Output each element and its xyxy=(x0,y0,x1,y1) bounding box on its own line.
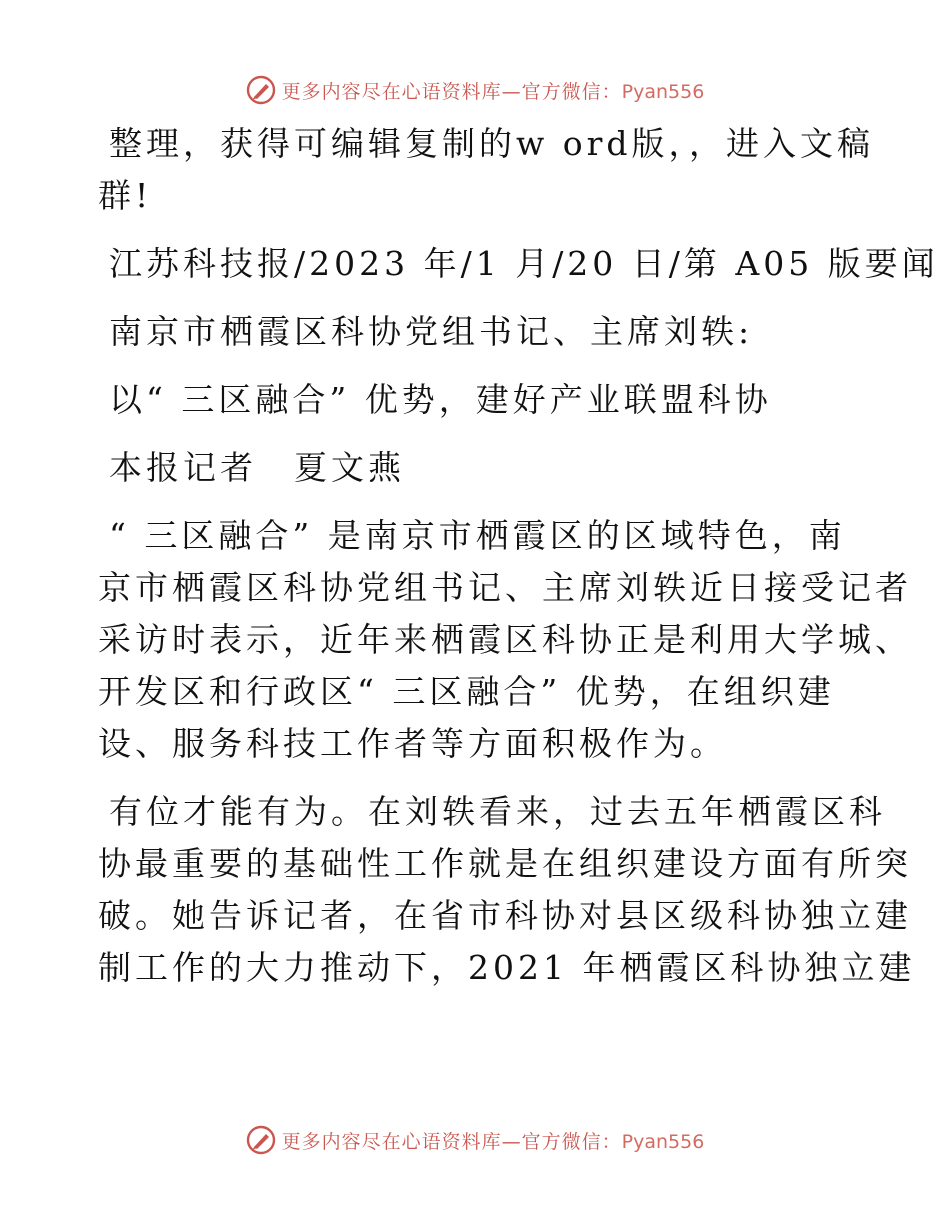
text-line: 制工作的大力推动下，2021 年栖霞区科协独立建 xyxy=(98,948,916,987)
text-line: 协最重要的基础性工作就是在组织建设方面有所突 xyxy=(98,844,912,883)
source-line: 江苏科技报/2023 年/1 月/20 日/第 A05 版要闻 xyxy=(109,244,939,283)
watermark-text: 更多内容尽在心语资料库—官方微信：Pyan556 xyxy=(281,80,705,103)
subtitle-line: 南京市栖霞区科协党组书记、主席刘轶: xyxy=(109,312,754,351)
footer-watermark xyxy=(0,1120,950,1160)
pen-logo-icon xyxy=(246,75,276,105)
text-line: “ 三区融合” 是南京市栖霞区的区域特色，南 xyxy=(109,516,846,555)
text-line: 京市栖霞区科协党组书记、主席刘轶近日接受记者 xyxy=(98,568,912,607)
byline: 本报记者 夏文燕 xyxy=(109,448,405,487)
document-body xyxy=(98,118,939,994)
pen-logo-icon xyxy=(246,1125,276,1155)
text-line: 开发区和行政区“ 三区融合” 优势，在组织建 xyxy=(98,672,835,711)
text-line: 群! xyxy=(98,176,153,215)
text-line: 破。她告诉记者，在省市科协对县区级科协独立建 xyxy=(98,896,912,935)
article-title: 以“ 三区融合” 优势，建好产业联盟科协 xyxy=(109,380,772,419)
watermark-text: 更多内容尽在心语资料库—官方微信：Pyan556 xyxy=(281,1130,705,1153)
text-line: 有位才能有为。在刘轶看来，过去五年栖霞区科 xyxy=(109,792,886,831)
text-line: 整理，获得可编辑复制的w ord版，，进入文稿 xyxy=(109,124,875,163)
text-line: 设、服务科技工作者等方面积极作为。 xyxy=(98,724,727,763)
header-watermark xyxy=(0,70,950,110)
text-line: 采访时表示，近年来栖霞区科协正是利用大学城、 xyxy=(98,620,912,659)
